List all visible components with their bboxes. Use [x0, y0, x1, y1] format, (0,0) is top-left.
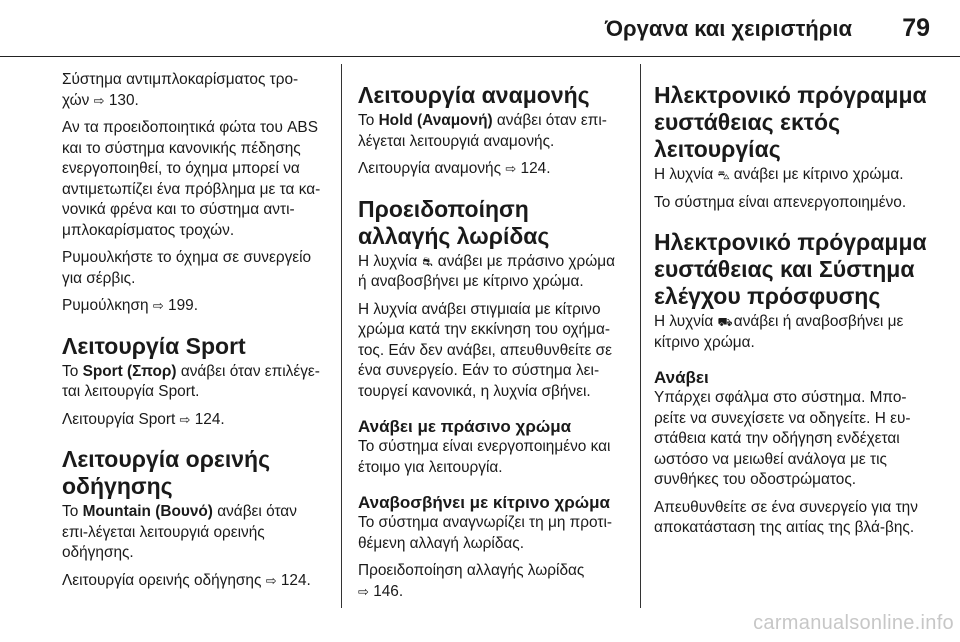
column-2: [358, 82, 626, 609]
heading-mountain-mode: Λειτουργία ορεινής οδήγησης: [62, 446, 271, 499]
abs-text-body: Σύστημα αντιμπλοκαρίσματος τρο-χών: [62, 71, 299, 109]
esc-off-post: ανάβει με κίτρινο χρώμα.: [733, 166, 904, 183]
column-divider-1: [341, 64, 342, 608]
heading-lit: Ανάβει: [654, 368, 709, 387]
towing-page-ref[interactable]: 199.: [168, 297, 198, 314]
tow-advice-text: Ρυμουλκήστε το όχημα σε συνεργείο για σέρβις.: [62, 249, 312, 287]
mountain-text-post: ανάβει όταν επι-λέγεται λειτουργιά ορεινής οδήγησης.: [62, 503, 297, 561]
mountain-text-pre: Το: [62, 503, 79, 520]
sport-page-ref[interactable]: 124.: [194, 410, 225, 428]
towing-ref: [62, 296, 324, 317]
hold-ref: [358, 159, 626, 180]
hold-page-ref[interactable]: 124.: [520, 160, 551, 177]
mountain-ref: [62, 571, 324, 592]
page-number: 79: [902, 14, 930, 42]
lane-lamp-pre: Η λυχνία: [358, 252, 418, 270]
page-ref-arrow-icon: ⇨: [358, 583, 369, 599]
mountain-ref-label: Λειτουργία ορεινής οδήγησης: [62, 571, 262, 589]
towing-ref-label: Ρυμούλκηση: [62, 297, 149, 314]
mountain-text: [62, 502, 324, 564]
esc-tc-icon: ⛟: [717, 315, 733, 329]
page-header: [0, 0, 960, 56]
page-ref-arrow-icon: ⇨: [93, 92, 105, 108]
sport-ref-label: Λειτουργία Sport: [62, 410, 176, 428]
page-ref-arrow-icon: ⇨: [152, 298, 164, 313]
yellow-text: Το σύστημα αναγνωρίζει τη μη προτι-θέμενη αλλαγή λωρίδας.: [358, 514, 613, 552]
hold-ref-label: Λειτουργία αναμονής: [358, 160, 502, 177]
lane-departure-icon: ⛐: [422, 254, 433, 269]
esc-off-text: [654, 165, 930, 186]
mountain-label: Mountain (Βουνό): [82, 503, 213, 520]
watermark: carmanualsonline.info: [753, 612, 954, 634]
heading-lane-departure: Προειδοποίηση αλλαγής λωρίδας: [358, 195, 550, 249]
mountain-page-ref[interactable]: 124.: [280, 571, 311, 589]
heading-hold-mode: Λειτουργία αναμονής: [358, 82, 590, 108]
esc-off-disabled-text: Το σύστημα είναι απενεργοποιημένο.: [654, 193, 907, 211]
sport-text: [62, 362, 324, 403]
lane-lamp-post: ανάβει με πράσινο χρώμα ή αναβοσβήνει με κίτρινο χρώμα.: [358, 252, 616, 290]
heading-esc-off: Ηλεκτρονικό πρόγραμμα ευστάθειας εκτός λειτουργίας: [654, 82, 927, 162]
sport-ref: [62, 410, 324, 431]
esc-tc-text: [654, 312, 930, 353]
sport-text-post: ανάβει όταν επιλέγε-ται λειτουργία Sport.: [62, 362, 320, 400]
sport-text-pre: Το: [62, 362, 79, 380]
page-ref-arrow-icon: ⇨: [265, 572, 277, 588]
heading-green: Ανάβει με πράσινο χρώμα: [358, 417, 572, 436]
section-title: Όργανα και χειριστήρια: [604, 16, 852, 41]
hold-text: [358, 111, 626, 152]
esc-off-icon: ⛍: [717, 168, 730, 182]
column-3: [654, 82, 930, 546]
page-ref-arrow-icon: ⇨: [505, 161, 517, 176]
lane-ref-label: Προειδοποίηση αλλαγής λωρίδας: [358, 562, 585, 579]
abs-text: [62, 70, 324, 111]
hold-text-pre: Το: [358, 112, 375, 129]
heading-sport-mode: Λειτουργία Sport: [62, 332, 246, 359]
hold-text-post: ανάβει όταν επι-λέγεται λειτουργιά αναμονής.: [358, 112, 607, 150]
lane-startup-text: Η λυχνία ανάβει στιγμιαία με κίτρινο χρώμα κατά την εκκίνηση του οχήμα-τος. Εάν δεν ανάβει, απευθυνθείτε σε ένα συνεργείο. Εάν το σύστημα λει-τουργεί κανονικά, η λυχνία σβήνει.: [358, 300, 612, 400]
header-divider: [0, 56, 960, 57]
abs-page-ref[interactable]: 130.: [108, 91, 139, 109]
lane-lamp-text: [358, 252, 626, 293]
sport-label: Sport (Σπορ): [82, 362, 177, 380]
hold-label: Hold (Αναμονή): [378, 112, 493, 129]
esc-tc-post: ανάβει ή αναβοσβήνει με κίτρινο χρώμα.: [654, 313, 904, 351]
heading-yellow: Αναβοσβήνει με κίτρινο χρώμα: [358, 493, 610, 512]
esc-tc-pre: Η λυχνία: [654, 313, 714, 330]
page-ref-arrow-icon: ⇨: [179, 411, 191, 427]
fault-text: Υπάρχει σφάλμα στο σύστημα. Μπο-ρείτε να συνεχίσετε να οδηγείτε. Η ευ-στάθεια κατά την οδήγηση ενδέχεται ωστόσο να μειωθεί ανάλογα με τις συνθήκες του οδοστρώματος.: [654, 389, 911, 488]
heading-esc-tc: Ηλεκτρονικό πρόγραμμα ευστάθειας και Σύστημα ελέγχου πρόσφυσης: [654, 229, 927, 309]
esc-off-pre: Η λυχνία: [654, 166, 714, 183]
abs-warning-text: Αν τα προειδοποιητικά φώτα του ABS και το σύστημα κανονικής πέδησης ενεργοποιηθεί, το όχημα μπορεί να αντιμετωπίζει ένα πρόβλημα με τα κα-νονικά φρένα και το σύστημα αντι-μπλοκαρίσματος τροχών.: [62, 119, 321, 239]
workshop-text: Απευθυνθείτε σε ένα συνεργείο για την αποκατάσταση της αιτίας της βλά-βης.: [654, 498, 918, 536]
column-divider-2: [640, 64, 641, 608]
lane-ref: [358, 561, 626, 602]
column-1: [62, 70, 324, 598]
green-text: Το σύστημα είναι ενεργοποιημένο και έτοιμο για λειτουργία.: [358, 438, 611, 476]
lane-page-ref[interactable]: 146.: [373, 582, 404, 600]
